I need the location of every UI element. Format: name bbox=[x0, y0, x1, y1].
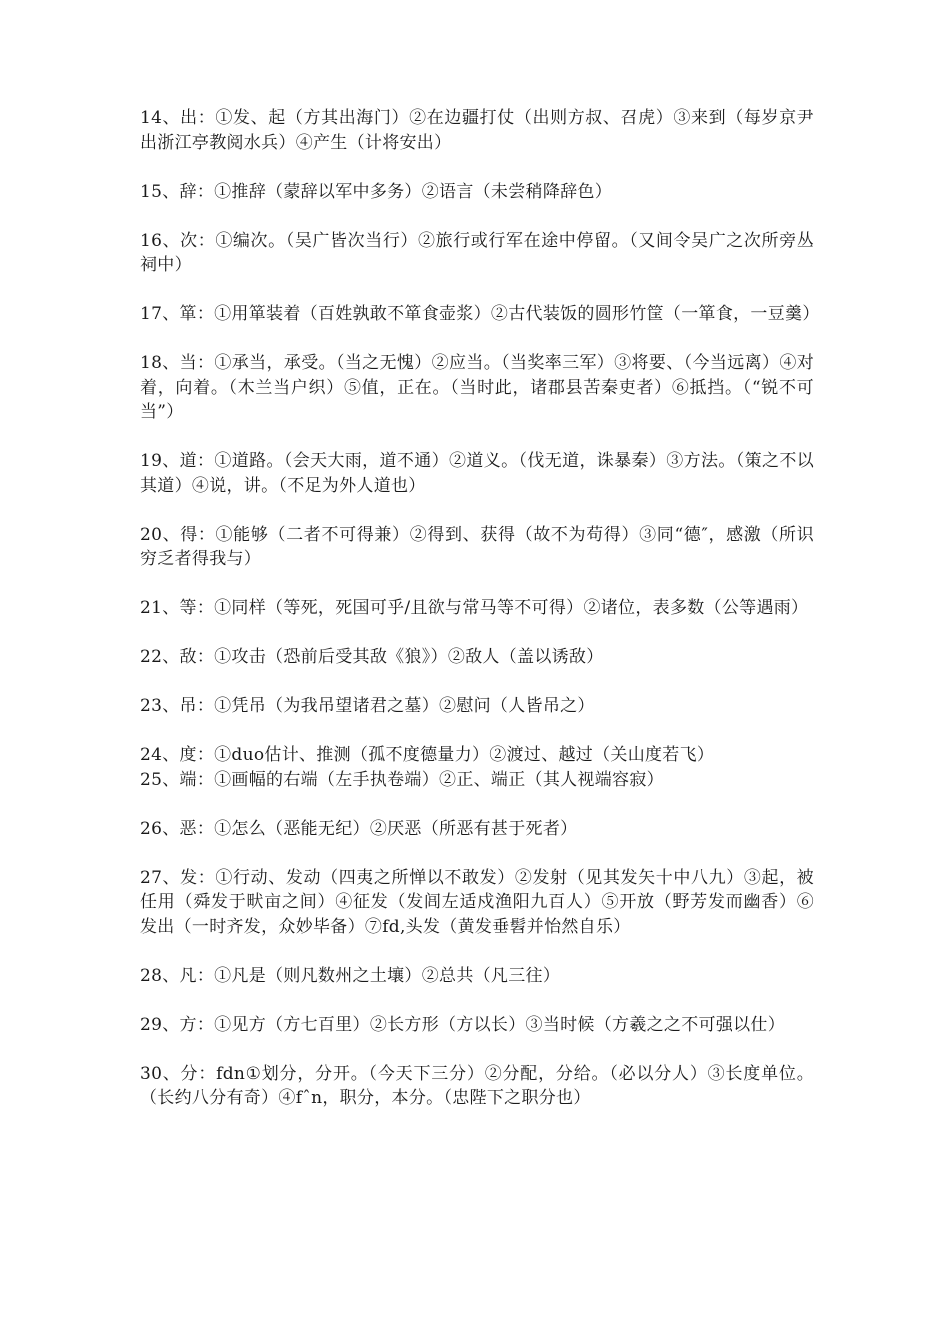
entry-20: 20、得：①能够（二者不可得兼）②得到、获得（故不为苟得）③同“德″，感激（所识穷乏者得我与） bbox=[140, 524, 814, 569]
entry-16: 16、次：①编次。（吴广皆次当行）②旅行或行军在途中停留。（又间令吴广之次所旁丛祠中） bbox=[140, 230, 814, 275]
entry-24: 24、度：①duo估计、推测（孤不度德量力）②渡过、越过（关山度若飞） bbox=[140, 745, 715, 765]
entry-15: 15、辞：①推辞（蒙辞以军中多务）②语言（未尝稍降辞色） bbox=[140, 181, 613, 202]
entry-17: 17、箪：①用箪装着（百姓孰敢不箪食壶浆）②古代装饭的圆形竹筐（一箪食，一豆羹） bbox=[140, 304, 820, 324]
entry-30: 30、分：fdn①划分，分开。（今天下三分）②分配，分给。（必以分人）③长度单位。（长约八分有奇）④fˆn，职分，本分。（忠陛下之职分也） bbox=[140, 1063, 814, 1108]
document-body bbox=[140, 106, 820, 1135]
entry-14: 14、出：①发、起（方其出海门）②在边疆打仗（出则方叔、召虎）③来到（每岁京尹出浙江亭教阅水兵）④产生（计将安出） bbox=[140, 108, 814, 153]
entry-29: 29、方：①见方（方七百里）②长方形（方以长）③当时候（方羲之之不可强以仕） bbox=[140, 1014, 786, 1035]
entry-19: 19、道：①道路。（会天大雨，道不通）②道义。（伐无道，诛暴秦）③方法。（策之不以其道）④说，讲。（不足为外人道也） bbox=[140, 451, 814, 496]
entry-18: 18、当：①承当，承受。（当之无愧）②应当。（当奖率三军）③将要、（今当远离）④对着，向着。（木兰当户织）⑤值，正在。（当时此，诸郡县苦秦吏者）⑥抵挡。（“锐不可当”） bbox=[140, 353, 814, 422]
entry-28: 28、凡：①凡是（则凡数州之土壤）②总共（凡三往） bbox=[140, 965, 561, 986]
entry-27: 27、发：①行动、发动（四夷之所惮以不敢发）②发射（见其发矢十中八九）③起，被任用（舜发于畎亩之间）④征发（发闾左适戍渔阳九百人）⑤开放（野芳发而幽香）⑥发出（一时齐发，众妙毕备）⑦fd,头发（黄发垂髫并怡然自乐） bbox=[140, 867, 814, 937]
entry-25: 25、端：①画幅的右端（左手执卷端）②正、端正（其人视端容寂） bbox=[140, 769, 664, 790]
entry-21: 21、等：①同样（等死，死国可乎/且欲与常马等不可得）②诸位，表多数（公等遇雨） bbox=[140, 598, 809, 618]
entry-23: 23、吊：①凭吊（为我吊望诸君之墓）②慰问（人皆吊之） bbox=[140, 696, 595, 716]
entry-26: 26、恶：①怎么（恶能无纪）②厌恶（所恶有甚于死者） bbox=[140, 818, 578, 839]
entry-22: 22、敌：①攻击（恐前后受其敌《狼》）②敌人（盖以诱敌） bbox=[140, 647, 604, 667]
